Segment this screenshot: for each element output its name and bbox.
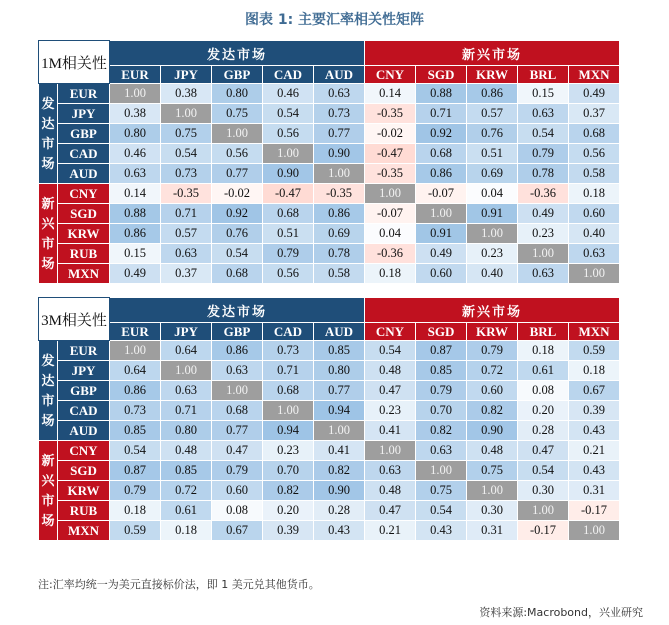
correlation-cell: 0.61 <box>161 501 212 521</box>
correlation-cell: 0.31 <box>569 481 620 501</box>
correlation-cell: 0.48 <box>365 361 416 381</box>
source-note: 资料来源:Macrobond，兴业研究 <box>479 606 643 619</box>
correlation-cell: 1.00 <box>467 224 518 244</box>
column-header-sgd: SGD <box>416 323 467 341</box>
correlation-cell: 0.68 <box>263 204 314 224</box>
footnote: 注:汇率均统一为美元直接标价法，即 1 美元兑其他货币。 <box>38 578 320 591</box>
correlation-cell: -0.35 <box>314 184 365 204</box>
table-row <box>39 224 620 244</box>
correlation-cell: 0.63 <box>110 164 161 184</box>
table-row <box>39 501 620 521</box>
correlation-cell: 0.46 <box>110 144 161 164</box>
correlation-cell: 0.20 <box>263 501 314 521</box>
correlation-cell: 0.08 <box>518 381 569 401</box>
correlation-cell: 0.63 <box>161 381 212 401</box>
table-row <box>39 84 620 104</box>
correlation-cell: 0.23 <box>365 401 416 421</box>
correlation-cell: 0.64 <box>110 361 161 381</box>
correlation-cell: 0.18 <box>569 184 620 204</box>
correlation-cell: -0.35 <box>365 104 416 124</box>
correlation-cell: 1.00 <box>365 441 416 461</box>
correlation-cell: 0.87 <box>416 341 467 361</box>
row-header-mxn: MXN <box>58 521 110 541</box>
correlation-cell: 0.85 <box>314 341 365 361</box>
row-header-eur: EUR <box>58 341 110 361</box>
correlation-cell: 0.18 <box>569 361 620 381</box>
table-row <box>39 401 620 421</box>
correlation-cell: 0.63 <box>314 84 365 104</box>
table-row <box>39 381 620 401</box>
correlation-cell: 0.79 <box>416 381 467 401</box>
table-row <box>39 341 620 361</box>
correlation-cell: 0.63 <box>365 461 416 481</box>
correlation-cell: 0.76 <box>212 224 263 244</box>
correlation-cell: 0.47 <box>212 441 263 461</box>
correlation-cell: 0.79 <box>518 144 569 164</box>
correlation-cell: 0.64 <box>161 341 212 361</box>
correlation-cell: -0.35 <box>365 164 416 184</box>
correlation-cell: 0.90 <box>467 421 518 441</box>
column-header-mxn: MXN <box>569 66 620 84</box>
correlation-cell: 0.79 <box>212 461 263 481</box>
correlation-cell: 1.00 <box>263 144 314 164</box>
correlation-cell: 0.43 <box>569 421 620 441</box>
correlation-cell: 0.80 <box>110 124 161 144</box>
correlation-cell: 0.85 <box>416 361 467 381</box>
correlation-cell: 0.49 <box>569 84 620 104</box>
column-header-gbp: GBP <box>212 66 263 84</box>
correlation-cell: 0.63 <box>212 361 263 381</box>
correlation-cell: 0.60 <box>569 204 620 224</box>
correlation-cell: 0.73 <box>314 104 365 124</box>
correlation-cell: 0.04 <box>365 224 416 244</box>
correlation-cell: 1.00 <box>110 84 161 104</box>
correlation-cell: 1.00 <box>263 401 314 421</box>
row-header-sgd: SGD <box>58 461 110 481</box>
row-header-jpy: JPY <box>58 361 110 381</box>
group-header-emerging: 新兴市场 <box>365 298 620 323</box>
table-row <box>39 441 620 461</box>
correlation-cell: 0.80 <box>314 361 365 381</box>
correlation-cell: 0.71 <box>263 361 314 381</box>
correlation-cell: 0.54 <box>365 341 416 361</box>
correlation-cell: 0.63 <box>416 441 467 461</box>
correlation-cell: 0.48 <box>467 441 518 461</box>
row-header-mxn: MXN <box>58 264 110 284</box>
correlation-cell: 0.14 <box>110 184 161 204</box>
group-header-emerging: 新兴市场 <box>365 41 620 66</box>
correlation-cell: 0.21 <box>569 441 620 461</box>
correlation-cell: 0.56 <box>263 124 314 144</box>
correlation-cell: 0.60 <box>212 481 263 501</box>
correlation-cell: 1.00 <box>161 361 212 381</box>
row-header-sgd: SGD <box>58 204 110 224</box>
correlation-cell: 0.51 <box>467 144 518 164</box>
correlation-cell: 0.37 <box>569 104 620 124</box>
column-header-krw: KRW <box>467 66 518 84</box>
correlation-cell: 0.75 <box>212 104 263 124</box>
correlation-cell: 0.70 <box>263 461 314 481</box>
correlation-cell: -0.02 <box>365 124 416 144</box>
correlation-cell: -0.02 <box>212 184 263 204</box>
correlation-cell: -0.35 <box>161 184 212 204</box>
row-header-cny: CNY <box>58 184 110 204</box>
correlation-cell: 0.86 <box>110 224 161 244</box>
matrix-corner-label: 3M相关性 <box>39 298 110 341</box>
correlation-cell: 0.49 <box>110 264 161 284</box>
correlation-cell: 0.30 <box>518 481 569 501</box>
correlation-cell: 0.61 <box>518 361 569 381</box>
correlation-cell: -0.07 <box>365 204 416 224</box>
correlation-cell: 0.43 <box>569 461 620 481</box>
correlation-cell: 0.49 <box>518 204 569 224</box>
correlation-cell: 1.00 <box>569 521 620 541</box>
table-row <box>39 361 620 381</box>
correlation-cell: 0.40 <box>569 224 620 244</box>
correlation-cell: 0.48 <box>161 441 212 461</box>
correlation-cell: 1.00 <box>314 421 365 441</box>
correlation-table-3m <box>38 297 620 541</box>
correlation-cell: 0.80 <box>161 421 212 441</box>
column-header-cny: CNY <box>365 323 416 341</box>
table-row <box>39 124 620 144</box>
column-header-eur: EUR <box>110 323 161 341</box>
correlation-cell: 0.58 <box>314 264 365 284</box>
correlation-cell: 0.47 <box>518 441 569 461</box>
correlation-cell: 0.79 <box>110 481 161 501</box>
column-header-krw: KRW <box>467 323 518 341</box>
correlation-cell: 0.71 <box>161 401 212 421</box>
correlation-cell: 0.73 <box>263 341 314 361</box>
table-row <box>39 461 620 481</box>
column-header-cny: CNY <box>365 66 416 84</box>
correlation-cell: 0.54 <box>518 124 569 144</box>
correlation-cell: 0.67 <box>212 521 263 541</box>
correlation-cell: 0.59 <box>110 521 161 541</box>
correlation-cell: 0.75 <box>416 481 467 501</box>
correlation-cell: -0.36 <box>518 184 569 204</box>
correlation-cell: 1.00 <box>212 124 263 144</box>
table-row <box>39 104 620 124</box>
correlation-cell: 0.39 <box>569 401 620 421</box>
correlation-cell: 1.00 <box>416 461 467 481</box>
table-row <box>39 521 620 541</box>
correlation-cell: -0.47 <box>365 144 416 164</box>
row-header-gbp: GBP <box>58 381 110 401</box>
row-header-rub: RUB <box>58 244 110 264</box>
table-row <box>39 204 620 224</box>
correlation-cell: 0.31 <box>467 521 518 541</box>
correlation-cell: 1.00 <box>110 341 161 361</box>
correlation-cell: 0.60 <box>416 264 467 284</box>
correlation-cell: 0.77 <box>314 124 365 144</box>
correlation-cell: 0.91 <box>467 204 518 224</box>
correlation-cell: 0.54 <box>161 144 212 164</box>
correlation-cell: 0.69 <box>314 224 365 244</box>
column-header-jpy: JPY <box>161 323 212 341</box>
row-group-emerging <box>39 184 58 284</box>
group-header-developed: 发达市场 <box>110 298 365 323</box>
correlation-cell: 0.49 <box>416 244 467 264</box>
correlation-cell: 1.00 <box>314 164 365 184</box>
correlation-cell: 0.76 <box>467 124 518 144</box>
correlation-cell: 0.75 <box>161 124 212 144</box>
correlation-cell: 0.40 <box>467 264 518 284</box>
correlation-cell: 0.82 <box>416 421 467 441</box>
correlation-cell: 0.68 <box>263 381 314 401</box>
column-header-aud: AUD <box>314 323 365 341</box>
correlation-cell: 0.86 <box>314 204 365 224</box>
correlation-cell: 0.90 <box>314 144 365 164</box>
correlation-cell: 0.86 <box>110 381 161 401</box>
correlation-cell: 0.54 <box>263 104 314 124</box>
correlation-cell: 0.85 <box>110 421 161 441</box>
correlation-cell: 0.18 <box>518 341 569 361</box>
correlation-cell: 0.23 <box>263 441 314 461</box>
row-header-aud: AUD <box>58 421 110 441</box>
row-group-label: 新兴市场 <box>41 195 55 271</box>
correlation-cell: 1.00 <box>518 244 569 264</box>
correlation-cell: 0.54 <box>212 244 263 264</box>
correlation-cell: 0.86 <box>467 84 518 104</box>
correlation-cell: 0.57 <box>467 104 518 124</box>
correlation-cell: 0.94 <box>263 421 314 441</box>
correlation-cell: 0.43 <box>416 521 467 541</box>
correlation-cell: 0.30 <box>467 501 518 521</box>
correlation-cell: 0.73 <box>110 401 161 421</box>
correlation-cell: 0.20 <box>518 401 569 421</box>
correlation-cell: 0.47 <box>365 501 416 521</box>
column-header-cad: CAD <box>263 66 314 84</box>
correlation-cell: 0.57 <box>161 224 212 244</box>
row-header-cad: CAD <box>58 401 110 421</box>
correlation-cell: 0.23 <box>467 244 518 264</box>
correlation-cell: 0.41 <box>314 441 365 461</box>
correlation-cell: 0.63 <box>569 244 620 264</box>
correlation-cell: 0.63 <box>161 244 212 264</box>
figure-title: 图表 1: 主要汇率相关性矩阵 <box>244 12 425 28</box>
column-header-aud: AUD <box>314 66 365 84</box>
column-header-gbp: GBP <box>212 323 263 341</box>
correlation-cell: 0.37 <box>161 264 212 284</box>
correlation-cell: 1.00 <box>518 501 569 521</box>
column-header-eur: EUR <box>110 66 161 84</box>
correlation-cell: 0.72 <box>467 361 518 381</box>
correlation-cell: 0.90 <box>314 481 365 501</box>
correlation-cell: 1.00 <box>161 104 212 124</box>
correlation-cell: -0.07 <box>416 184 467 204</box>
correlation-cell: 0.54 <box>416 501 467 521</box>
correlation-cell: 0.51 <box>263 224 314 244</box>
correlation-cell: 0.86 <box>416 164 467 184</box>
row-header-krw: KRW <box>58 481 110 501</box>
correlation-cell: 0.15 <box>518 84 569 104</box>
correlation-cell: 0.68 <box>212 401 263 421</box>
correlation-cell: 0.48 <box>365 481 416 501</box>
row-group-developed <box>39 341 58 441</box>
correlation-cell: 0.14 <box>365 84 416 104</box>
correlation-cell: 0.04 <box>467 184 518 204</box>
column-header-brl: BRL <box>518 323 569 341</box>
correlation-cell: 1.00 <box>416 204 467 224</box>
correlation-cell: 0.86 <box>212 341 263 361</box>
correlation-cell: 0.68 <box>416 144 467 164</box>
table-row <box>39 244 620 264</box>
correlation-cell: 0.21 <box>365 521 416 541</box>
row-group-label: 发达市场 <box>41 95 55 171</box>
correlation-cell: 0.23 <box>518 224 569 244</box>
correlation-cell: 0.78 <box>518 164 569 184</box>
correlation-cell: 0.88 <box>110 204 161 224</box>
correlation-cell: 0.87 <box>110 461 161 481</box>
correlation-cell: 0.82 <box>263 481 314 501</box>
table-row <box>39 481 620 501</box>
correlation-cell: 0.47 <box>365 381 416 401</box>
correlation-cell: 0.56 <box>263 264 314 284</box>
correlation-cell: 0.91 <box>416 224 467 244</box>
correlation-cell: 0.85 <box>161 461 212 481</box>
correlation-cell: 0.39 <box>263 521 314 541</box>
correlation-cell: 0.56 <box>569 144 620 164</box>
correlation-cell: 0.88 <box>416 84 467 104</box>
correlation-cell: 0.73 <box>161 164 212 184</box>
correlation-cell: 0.56 <box>212 144 263 164</box>
correlation-cell: 0.82 <box>314 461 365 481</box>
row-header-cny: CNY <box>58 441 110 461</box>
correlation-cell: 0.92 <box>212 204 263 224</box>
correlation-cell: 0.63 <box>518 264 569 284</box>
correlation-cell: 0.90 <box>263 164 314 184</box>
correlation-cell: 0.67 <box>569 381 620 401</box>
column-header-jpy: JPY <box>161 66 212 84</box>
correlation-cell: 0.28 <box>518 421 569 441</box>
correlation-cell: -0.17 <box>518 521 569 541</box>
row-group-label: 新兴市场 <box>41 452 55 528</box>
row-header-jpy: JPY <box>58 104 110 124</box>
correlation-cell: 0.60 <box>467 381 518 401</box>
correlation-cell: 0.43 <box>314 521 365 541</box>
row-header-aud: AUD <box>58 164 110 184</box>
correlation-cell: 0.70 <box>416 401 467 421</box>
correlation-cell: 0.41 <box>365 421 416 441</box>
correlation-cell: 0.82 <box>467 401 518 421</box>
correlation-cell: 0.79 <box>467 341 518 361</box>
column-header-brl: BRL <box>518 66 569 84</box>
correlation-cell: 0.18 <box>365 264 416 284</box>
row-group-label: 发达市场 <box>41 352 55 428</box>
correlation-cell: 0.54 <box>110 441 161 461</box>
correlation-cell: -0.17 <box>569 501 620 521</box>
correlation-cell: 0.78 <box>314 244 365 264</box>
correlation-cell: 0.18 <box>161 521 212 541</box>
correlation-cell: 0.80 <box>212 84 263 104</box>
matrix-corner-label: 1M相关性 <box>39 41 110 84</box>
group-header-developed: 发达市场 <box>110 41 365 66</box>
correlation-cell: 0.46 <box>263 84 314 104</box>
correlation-cell: -0.47 <box>263 184 314 204</box>
correlation-cell: 0.72 <box>161 481 212 501</box>
row-group-emerging <box>39 441 58 541</box>
row-header-cad: CAD <box>58 144 110 164</box>
correlation-cell: 0.59 <box>569 341 620 361</box>
row-header-gbp: GBP <box>58 124 110 144</box>
table-row <box>39 164 620 184</box>
table-row <box>39 421 620 441</box>
correlation-cell: 0.18 <box>110 501 161 521</box>
row-header-krw: KRW <box>58 224 110 244</box>
correlation-cell: 0.79 <box>263 244 314 264</box>
correlation-cell: 0.94 <box>314 401 365 421</box>
row-group-developed <box>39 84 58 184</box>
correlation-cell: 0.68 <box>569 124 620 144</box>
correlation-cell: 0.69 <box>467 164 518 184</box>
correlation-cell: -0.36 <box>365 244 416 264</box>
correlation-cell: 0.77 <box>212 164 263 184</box>
correlation-cell: 0.71 <box>416 104 467 124</box>
correlation-table-1m <box>38 40 620 284</box>
correlation-cell: 0.08 <box>212 501 263 521</box>
correlation-cell: 1.00 <box>467 481 518 501</box>
correlation-cell: 1.00 <box>212 381 263 401</box>
row-header-rub: RUB <box>58 501 110 521</box>
correlation-cell: 0.75 <box>467 461 518 481</box>
correlation-cell: 0.58 <box>569 164 620 184</box>
column-header-cad: CAD <box>263 323 314 341</box>
correlation-cell: 1.00 <box>365 184 416 204</box>
row-header-eur: EUR <box>58 84 110 104</box>
column-header-sgd: SGD <box>416 66 467 84</box>
correlation-cell: 0.63 <box>518 104 569 124</box>
correlation-cell: 0.28 <box>314 501 365 521</box>
table-row <box>39 184 620 204</box>
correlation-cell: 0.77 <box>314 381 365 401</box>
correlation-cell: 0.38 <box>161 84 212 104</box>
correlation-cell: 0.54 <box>518 461 569 481</box>
table-row <box>39 144 620 164</box>
correlation-cell: 0.15 <box>110 244 161 264</box>
column-header-mxn: MXN <box>569 323 620 341</box>
correlation-cell: 0.38 <box>110 104 161 124</box>
correlation-cell: 0.71 <box>161 204 212 224</box>
table-row <box>39 264 620 284</box>
correlation-cell: 0.68 <box>212 264 263 284</box>
correlation-cell: 0.77 <box>212 421 263 441</box>
correlation-cell: 0.92 <box>416 124 467 144</box>
correlation-cell: 1.00 <box>569 264 620 284</box>
